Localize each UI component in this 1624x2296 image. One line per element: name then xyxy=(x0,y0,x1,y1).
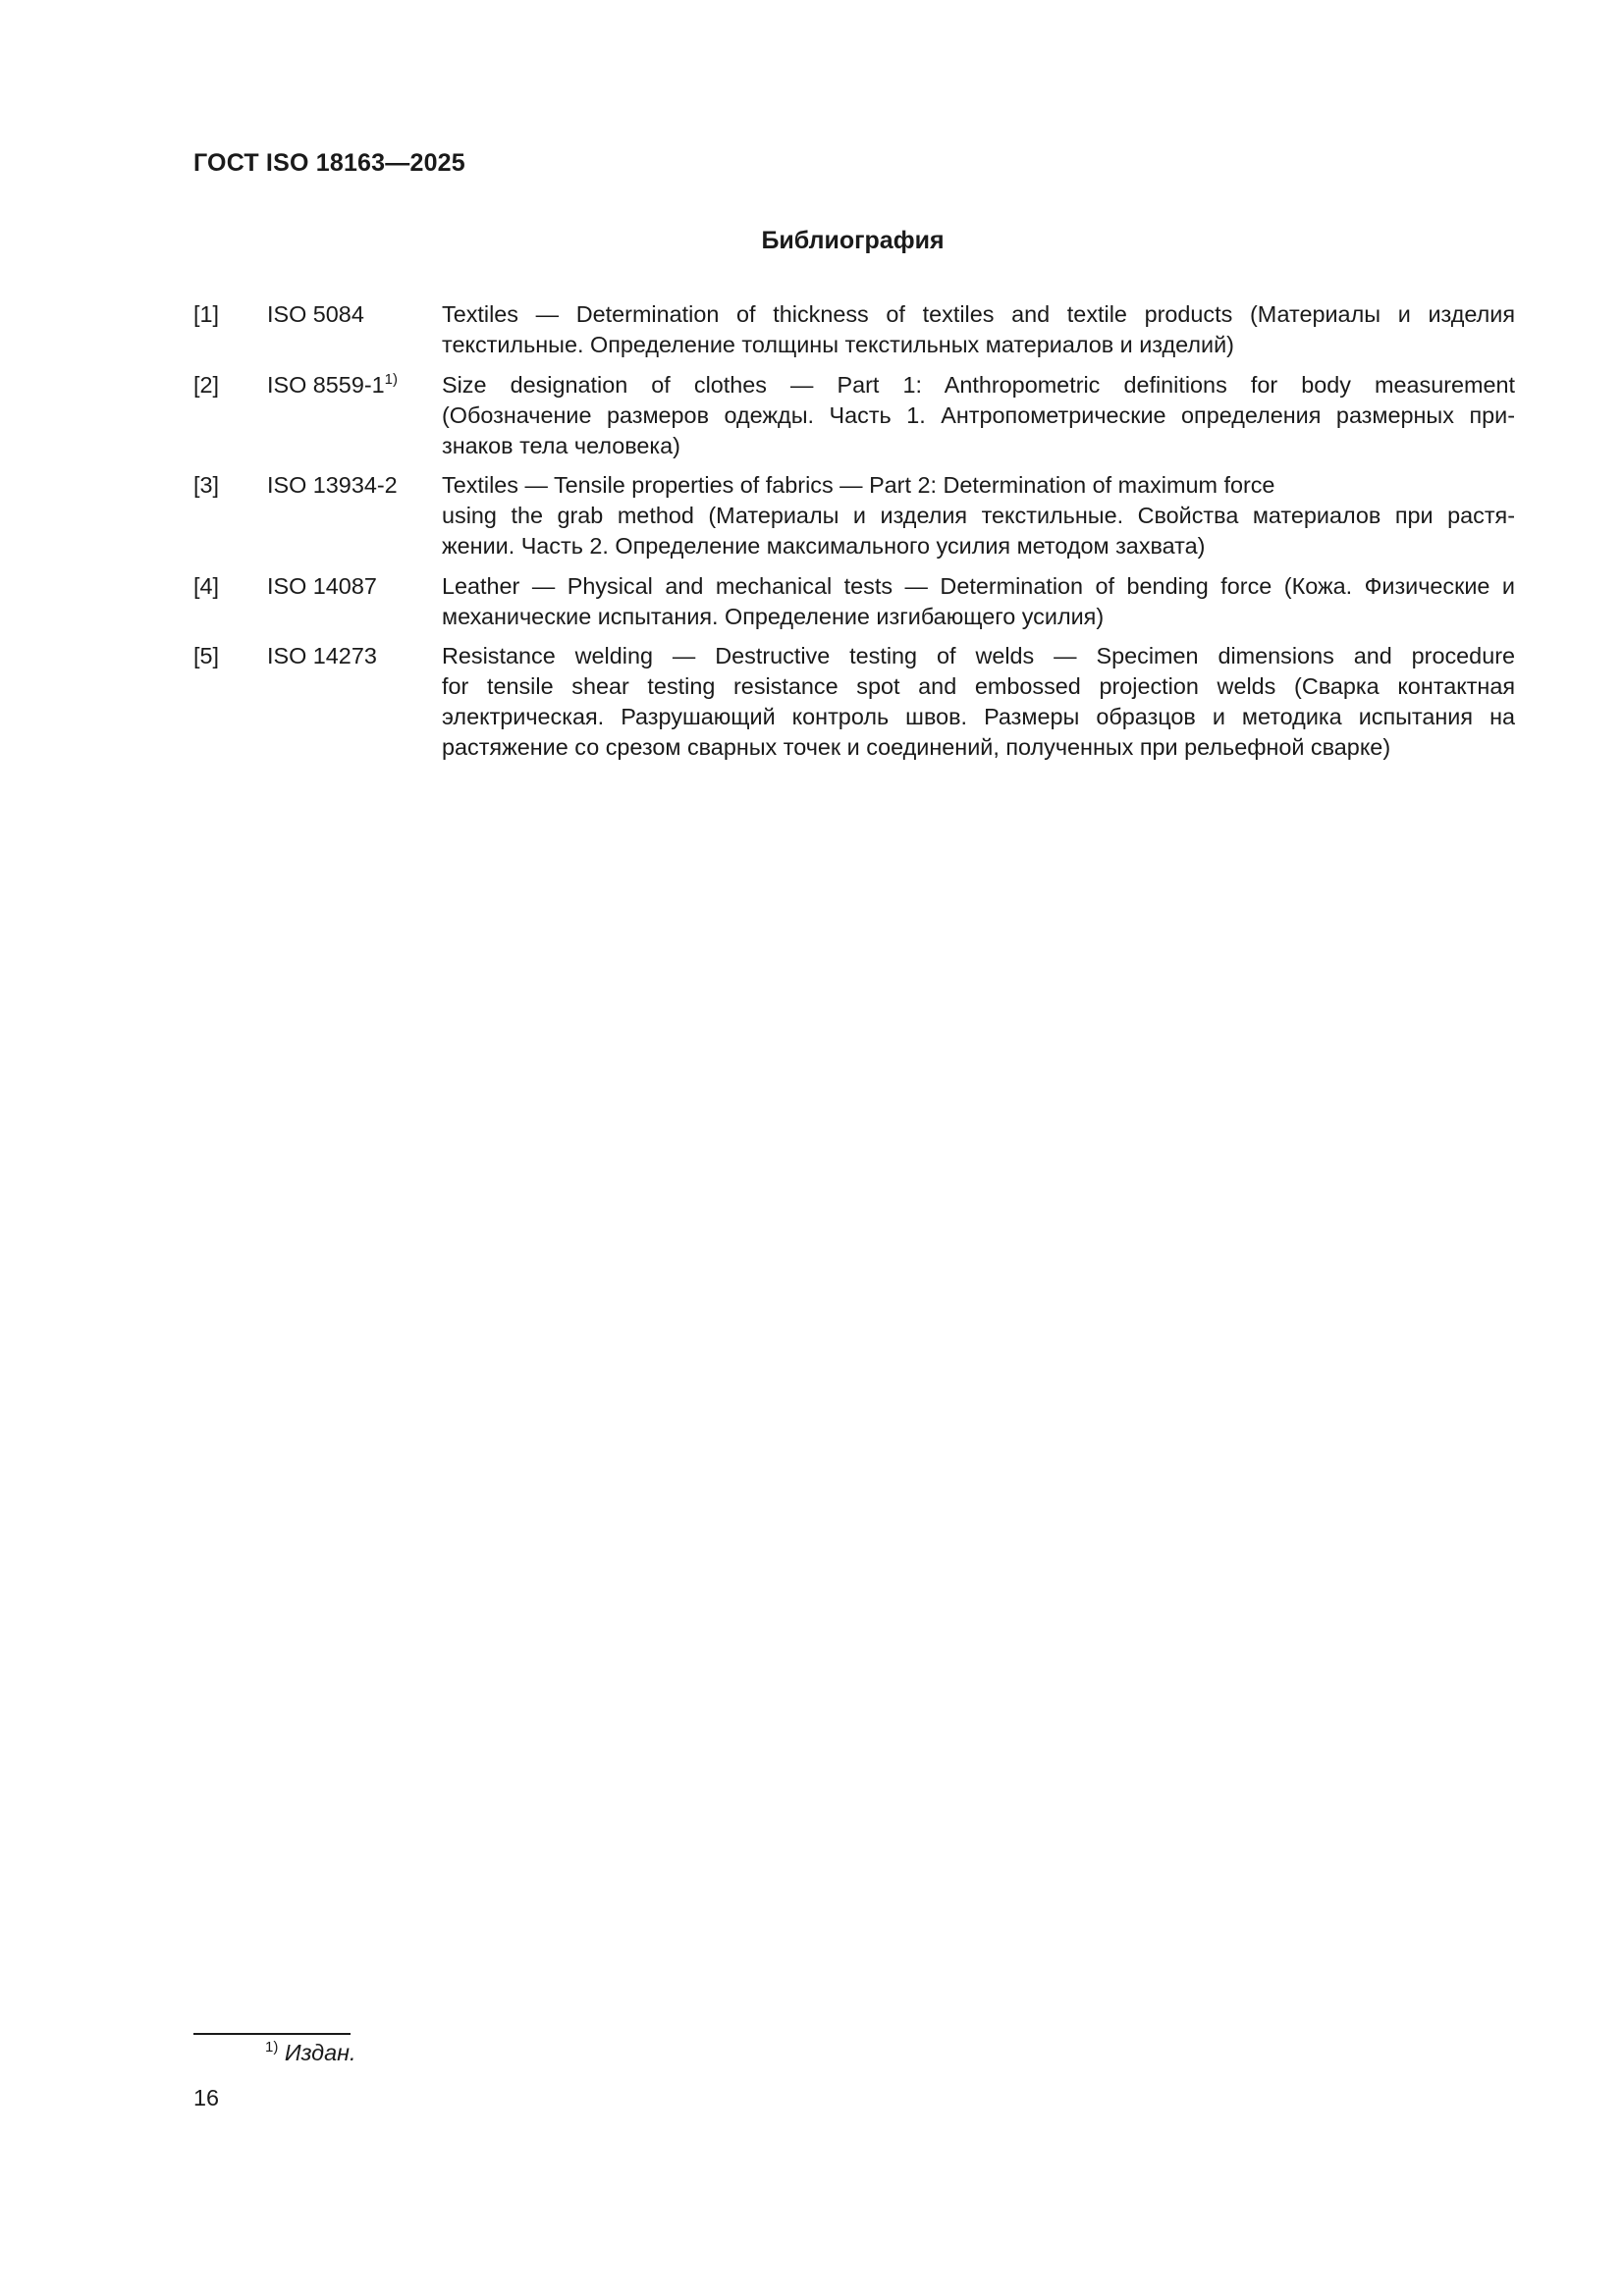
bibliography-list xyxy=(193,299,1515,773)
bibliography-entry xyxy=(193,299,1515,360)
standard-code-text: ISO 14273 xyxy=(267,643,377,668)
reference-title xyxy=(442,370,1515,461)
standard-code xyxy=(267,470,442,561)
footnote-marker: 1) xyxy=(265,2039,279,2056)
reference-number: [2] xyxy=(193,371,220,398)
footnote xyxy=(265,2040,356,2066)
reference-number: [5] xyxy=(193,643,220,668)
reference-line: using the grab method (Материалы и изделия текстильные. Свойства материалов при растя- xyxy=(442,503,1515,528)
reference-number: [1] xyxy=(193,301,220,327)
standard-code-text: ISO 14087 xyxy=(267,572,377,599)
reference-line: растяжение со срезом сварных точек и соединений, полученных при рельефной сварке) xyxy=(442,734,1391,760)
standard-code-text: ISO 8559-1 xyxy=(267,371,385,398)
bibliography-entry xyxy=(193,470,1515,561)
reference-line: (Обозначение размеров одежды. Часть 1. Антропометрические определения размерных при- xyxy=(442,401,1515,428)
reference-line: Leather — Physical and mechanical tests — Determination of bending force (Кожа. Физические и xyxy=(442,572,1515,599)
reference-line: знаков тела человека) xyxy=(442,432,680,458)
reference-number: [3] xyxy=(193,472,220,498)
reference-line: Textiles — Tensile properties of fabrics — Part 2: Determination of maximum force xyxy=(442,472,1275,498)
reference-line: Textiles — Determination of thickness of textiles and textile products (Материалы и изделия xyxy=(442,301,1515,327)
reference-number: [4] xyxy=(193,572,220,599)
reference-line: for tensile shear testing resistance spot and embossed projection welds (Сварка контактная xyxy=(442,673,1515,699)
page-number: 16 xyxy=(193,2085,220,2110)
reference-title xyxy=(442,470,1515,561)
footnote-reference: 1) xyxy=(384,370,398,388)
section-title: Библиография xyxy=(761,227,945,254)
bibliography-entry xyxy=(193,641,1515,763)
reference-title xyxy=(442,641,1515,763)
footnote-separator xyxy=(193,2033,351,2035)
standard-code xyxy=(267,370,442,461)
bibliography-entry xyxy=(193,571,1515,632)
standard-code xyxy=(267,299,442,360)
standard-code xyxy=(267,571,442,632)
reference-line: Size designation of clothes — Part 1: Anthropometric definitions for body measurement xyxy=(442,371,1515,398)
standard-code-text: ISO 13934-2 xyxy=(267,472,398,498)
standard-code-text: ISO 5084 xyxy=(267,301,364,327)
document-code: ГОСТ ISO 18163—2025 xyxy=(193,149,465,177)
reference-title xyxy=(442,571,1515,632)
reference-title xyxy=(442,299,1515,360)
reference-line: Resistance welding — Destructive testing of welds — Specimen dimensions and procedure xyxy=(442,643,1515,668)
reference-line: электрическая. Разрушающий контроль швов. Размеры образцов и методика испытания на xyxy=(442,704,1515,729)
reference-line: механические испытания. Определение изгибающего усилия) xyxy=(442,603,1105,629)
reference-line: текстильные. Определение толщины текстильных материалов и изделий) xyxy=(442,332,1234,357)
bibliography-entry xyxy=(193,370,1515,461)
footnote-text: Издан. xyxy=(284,2040,356,2065)
standard-code xyxy=(267,641,442,763)
reference-line: жении. Часть 2. Определение максимального усилия методом захвата) xyxy=(442,533,1206,559)
